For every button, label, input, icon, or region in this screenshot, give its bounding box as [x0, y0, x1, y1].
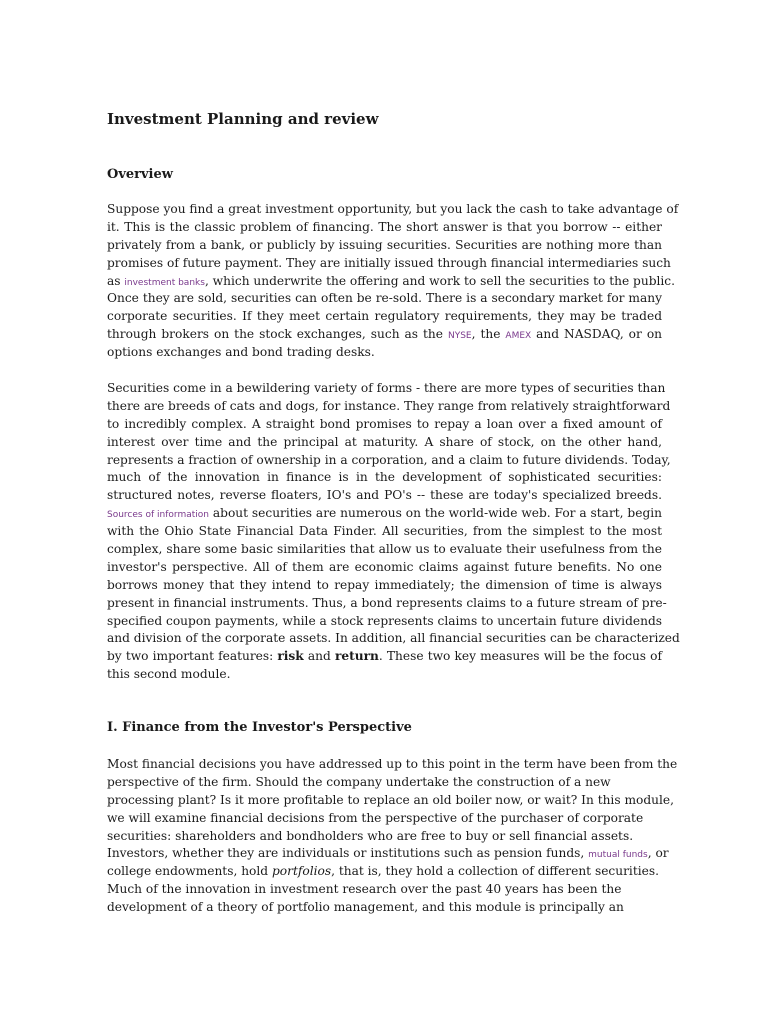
text-line: investor's perspective. All of them are economic claims against future benefits. No one	[107, 559, 662, 574]
amex-link[interactable]: AMEX	[505, 331, 532, 342]
text-fragment: by two important features:	[107, 649, 278, 664]
text-fragment: as	[107, 273, 125, 288]
nyse-link[interactable]: NYSE	[447, 331, 472, 342]
text-line: to incredibly complex. A straight bond promises to repay a loan over a fixed amount of	[107, 416, 662, 431]
section-heading-overview: Overview	[107, 167, 173, 182]
paragraph-investor-perspective	[107, 756, 678, 917]
text-line: this second module.	[107, 667, 231, 682]
text-line: specified coupon payments, while a stock represents claims to uncertain future dividends	[107, 613, 662, 628]
text-fragment: . These two key measures will be the focus of	[378, 649, 662, 664]
text-line: Most financial decisions you have addressed up to this point in the term have been from the	[107, 757, 678, 771]
risk-term: risk	[277, 649, 304, 664]
text-line: much of the innovation in finance is in the development of sophisticated securities:	[107, 470, 662, 485]
text-line: Much of the innovation in investment research over the past 40 years has been the	[107, 882, 622, 897]
text-fragment: , that is, they hold a collection of different securities.	[331, 864, 659, 879]
text-line	[107, 273, 676, 291]
text-line: Suppose you find a great investment opportunity, but you lack the cash to take advantage of	[107, 202, 679, 216]
text-line: privately from a bank, or publicly by issuing securities. Securities are nothing more than	[107, 237, 662, 252]
text-fragment: and	[303, 649, 335, 664]
text-line: promises of future payment. They are initially issued through financial intermediaries such	[107, 255, 671, 270]
text-line: securities: shareholders and bondholders who are free to buy or sell financial assets.	[107, 828, 634, 843]
text-line: processing plant? Is it more profitable to replace an old boiler now, or wait? In this module,	[107, 792, 674, 807]
text-fragment: and NASDAQ, or on	[531, 327, 663, 342]
text-line: development of a theory of portfolio management, and this module is principally an	[107, 900, 624, 915]
text-line: present in financial instruments. Thus, a bond represents claims to a future stream of pre-	[107, 595, 667, 610]
text-line: interest over time and the principal at maturity. A share of stock, on the other hand,	[107, 434, 662, 449]
return-term: return	[334, 649, 379, 664]
text-line	[107, 326, 662, 344]
mutual-funds-link[interactable]: mutual funds	[588, 850, 648, 861]
text-line: and division of the corporate assets. In addition, all financial securities can be characterized	[107, 631, 680, 646]
text-line: Securities come in a bewildering variety of forms - there are more types of securities than	[107, 381, 666, 395]
text-line: corporate securities. If they meet certain regulatory requirements, they may be traded	[107, 309, 662, 324]
text-line: options exchanges and bond trading desks.	[107, 345, 375, 360]
text-line: complex, share some basic similarities that allow us to evaluate their usefulness from the	[107, 542, 662, 557]
text-fragment: college endowments, hold	[107, 864, 272, 879]
sources-of-information-link[interactable]: Sources of information	[107, 510, 209, 521]
investment-banks-link[interactable]: investment banks	[124, 277, 205, 288]
portfolios-term: portfolios	[271, 864, 332, 879]
text-fragment: , or	[647, 846, 669, 861]
text-fragment: through brokers on the stock exchanges, such as the	[107, 327, 448, 342]
text-line	[107, 648, 662, 666]
text-line: there are breeds of cats and dogs, for instance. They range from relatively straightforward	[107, 398, 671, 413]
text-fragment: , the	[471, 327, 506, 342]
text-line: structured notes, reverse floaters, IO's and PO's -- these are today's specialized breeds.	[107, 488, 662, 503]
paragraph-securities-variety	[107, 380, 680, 684]
text-line: we will examine financial decisions from the perspective of the purchaser of corporate	[107, 810, 644, 825]
text-fragment: about securities are numerous on the world-wide web. For a start, begin	[208, 506, 662, 521]
text-line: it. This is the classic problem of financing. The short answer is that you borrow -- either	[107, 219, 662, 234]
text-line: represents a fraction of ownership in a corporation, and a claim to future dividends. Today,	[107, 452, 671, 467]
text-fragment: , which underwrite the offering and work to sell the securities to the public.	[204, 273, 676, 288]
section-heading-investor-perspective: I. Finance from the Investor's Perspective	[107, 720, 412, 735]
text-fragment: Investors, whether they are individuals or institutions such as pension funds,	[107, 846, 589, 861]
text-line	[107, 845, 669, 863]
text-line: perspective of the firm. Should the company undertake the construction of a new	[107, 774, 611, 789]
paragraph-securities-financing	[107, 201, 679, 362]
text-line	[107, 863, 662, 881]
text-line	[107, 505, 662, 523]
text-line: borrows money that they intend to repay immediately; the dimension of time is always	[107, 577, 662, 592]
text-line: Once they are sold, securities can often be re-sold. There is a secondary market for many	[107, 291, 662, 306]
document-title: Investment Planning and review	[107, 110, 379, 128]
text-line: with the Ohio State Financial Data Finder. All securities, from the simplest to the most	[107, 524, 662, 539]
